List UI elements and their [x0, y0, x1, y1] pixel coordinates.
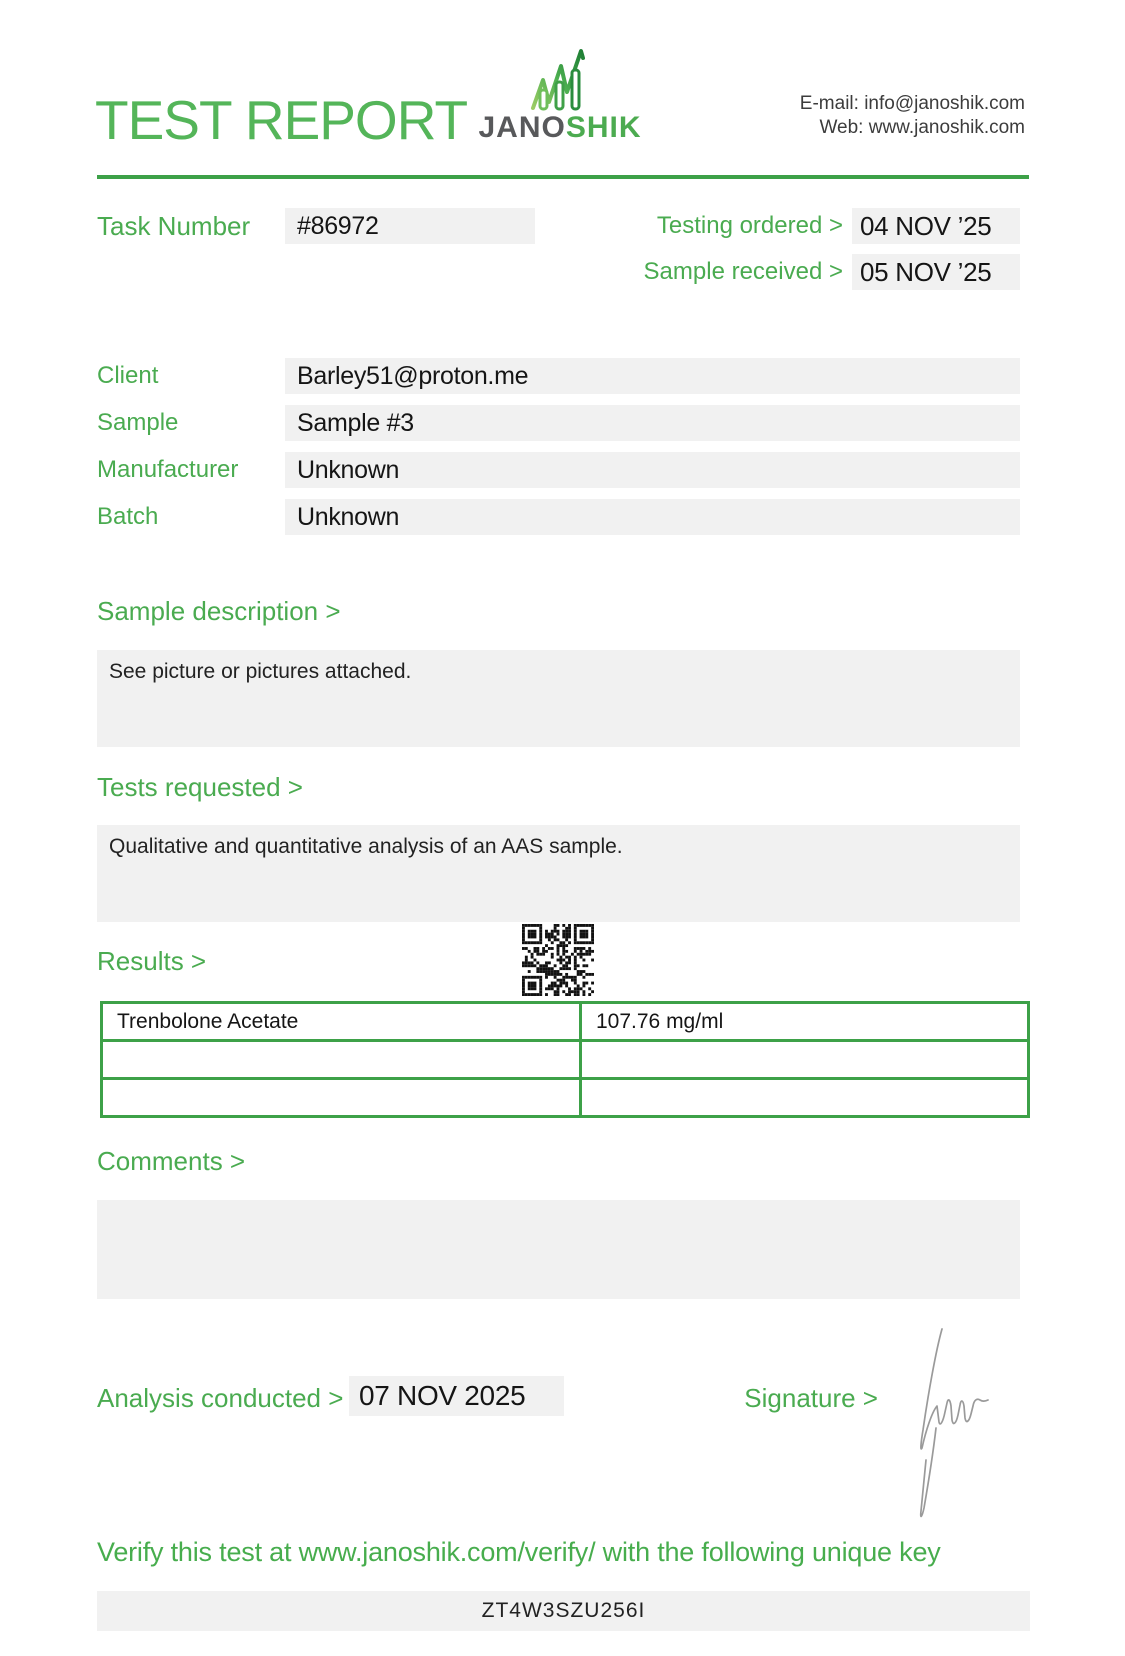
qr-code — [522, 924, 594, 996]
table-row — [102, 1041, 1029, 1079]
testing-ordered-value: 04 NOV ’25 — [860, 211, 992, 241]
sample-description-heading: Sample description > — [97, 596, 341, 626]
comments-text — [97, 1200, 1020, 1210]
result-substance: Trenbolone Acetate — [102, 1003, 581, 1041]
comments-heading: Comments > — [97, 1146, 246, 1176]
header-divider — [97, 175, 1029, 179]
signature-label: Signature > — [744, 1383, 878, 1413]
result-value — [581, 1041, 1029, 1079]
page-title: TEST REPORT — [95, 89, 468, 151]
table-row — [102, 1003, 1029, 1041]
logo-wordmark — [455, 111, 665, 145]
logo-text-jano: JANO — [478, 111, 566, 144]
analysis-date-box — [349, 1376, 564, 1416]
verify-instruction: Verify this test at www.janoshik.com/verify/ with the following unique key — [97, 1537, 941, 1567]
result-substance — [102, 1079, 581, 1117]
results-heading: Results > — [97, 946, 207, 976]
client-value: Barley51@proton.me — [297, 362, 529, 390]
result-substance — [102, 1041, 581, 1079]
table-row — [102, 1079, 1029, 1117]
client-box — [285, 358, 1020, 394]
batch-label: Batch — [97, 503, 159, 530]
sample-received-value: 05 NOV ’25 — [860, 257, 992, 287]
results-table — [100, 1001, 1030, 1118]
result-value: 107.76 mg/ml — [581, 1003, 1029, 1041]
verify-key-value: ZT4W3SZU256I — [481, 1599, 646, 1622]
batch-value: Unknown — [297, 503, 400, 531]
logo-text-shik: SHIK — [565, 111, 642, 144]
analysis-conducted-label: Analysis conducted > — [97, 1383, 344, 1413]
sample-received-label: Sample received > — [643, 258, 843, 285]
verify-key-box — [97, 1591, 1030, 1631]
batch-box — [285, 499, 1020, 535]
task-number-label: Task Number — [97, 211, 251, 241]
task-number-value: #86972 — [297, 212, 379, 240]
manufacturer-box — [285, 452, 1020, 488]
sample-label: Sample — [97, 409, 179, 436]
task-number-box — [285, 208, 535, 244]
testing-ordered-box — [852, 208, 1020, 244]
tests-requested-text: Qualitative and quantitative analysis of an AAS sample. — [109, 835, 623, 858]
contact-block — [800, 92, 1025, 140]
sample-description-text: See picture or pictures attached. — [109, 660, 412, 683]
sample-received-box — [852, 254, 1020, 290]
tests-requested-box — [97, 825, 1020, 922]
contact-web: Web: www.janoshik.com — [819, 117, 1025, 138]
client-label: Client — [97, 362, 159, 389]
manufacturer-value: Unknown — [297, 456, 400, 484]
sample-description-box — [97, 650, 1020, 747]
growth-chart-icon — [528, 46, 590, 112]
result-value — [581, 1079, 1029, 1117]
manufacturer-label: Manufacturer — [97, 456, 239, 483]
sample-value: Sample #3 — [297, 409, 414, 437]
testing-ordered-label: Testing ordered > — [656, 212, 843, 239]
sample-box — [285, 405, 1020, 441]
tests-requested-heading: Tests requested > — [97, 772, 303, 802]
analysis-date-value: 07 NOV 2025 — [359, 1380, 526, 1411]
contact-email: E-mail: info@janoshik.com — [799, 93, 1025, 114]
